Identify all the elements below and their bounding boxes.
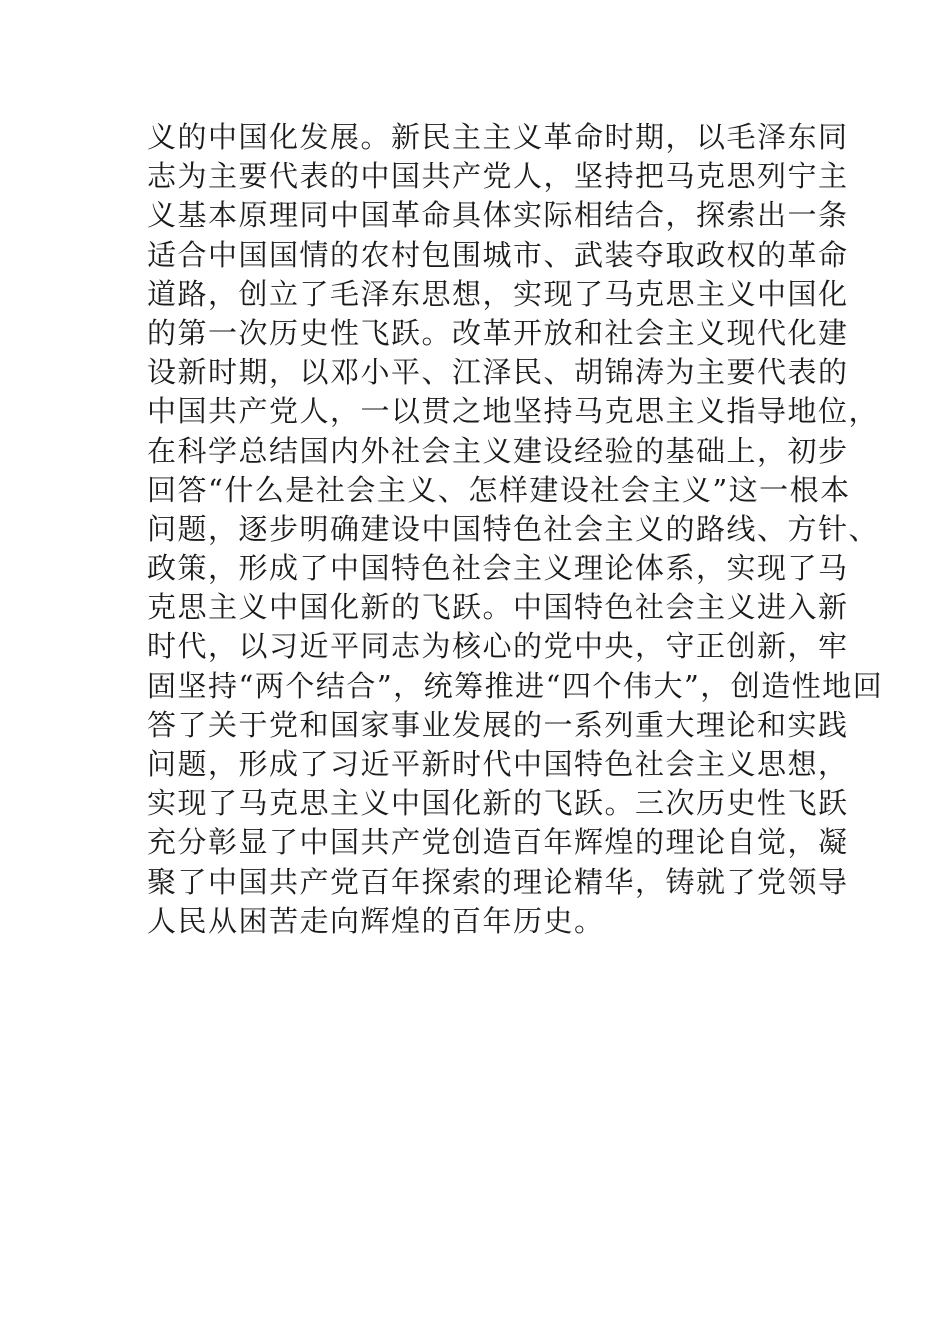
text-line-2: 志为主要代表的中国共产党人，坚持把马克思列宁主: [147, 159, 849, 194]
text-line-18: 实现了马克思主义中国化新的飞跃。三次历史性飞跃: [147, 786, 849, 821]
text-line-12: 政策，形成了中国特色社会主义理论体系，实现了马: [147, 551, 849, 586]
text-line-14: 时代，以习近平同志为核心的党中央，守正创新，牢: [147, 629, 849, 664]
text-line-20: 聚了中国共产党百年探索的理论精华，铸就了党领导: [147, 864, 849, 899]
text-line-6: 的第一次历史性飞跃。改革开放和社会主义现代化建: [147, 315, 849, 350]
body-paragraph: [147, 118, 884, 941]
text-line-8: 中国共产党人，一以贯之地坚持马克思主义指导地位，: [147, 394, 880, 429]
text-line-9: 在科学总结国内外社会主义建设经验的基础上，初步: [147, 433, 849, 468]
text-line-11: 问题，逐步明确建设中国特色社会主义的路线、方针、: [147, 511, 880, 546]
text-line-1: 义的中国化发展。新民主主义革命时期，以毛泽东同: [147, 120, 849, 154]
text-line-5: 道路，创立了毛泽东思想，实现了马克思主义中国化: [147, 276, 849, 311]
text-line-10: 回答“什么是社会主义、怎样建设社会主义”这一根本: [147, 472, 851, 507]
text-line-15: 固坚持“两个结合”，统筹推进“四个伟大”，创造性地回: [147, 668, 884, 703]
text-line-17: 问题，形成了习近平新时代中国特色社会主义思想，: [147, 747, 849, 781]
text-line-19: 充分彰显了中国共产党创造百年辉煌的理论自觉，凝: [147, 825, 849, 860]
text-line-4: 适合中国国情的农村包围城市、武装夺取政权的革命: [147, 237, 849, 272]
text-line-7: 设新时期，以邓小平、江泽民、胡锦涛为主要代表的: [147, 355, 849, 390]
text-line-21: 人民从困苦走向辉煌的百年历史。: [147, 903, 605, 938]
text-line-3: 义基本原理同中国革命具体实际相结合，探索出一条: [147, 198, 849, 233]
text-line-13: 克思主义中国化新的飞跃。中国特色社会主义进入新: [147, 590, 849, 625]
text-line-16: 答了关于党和国家事业发展的一系列重大理论和实践: [147, 707, 849, 742]
